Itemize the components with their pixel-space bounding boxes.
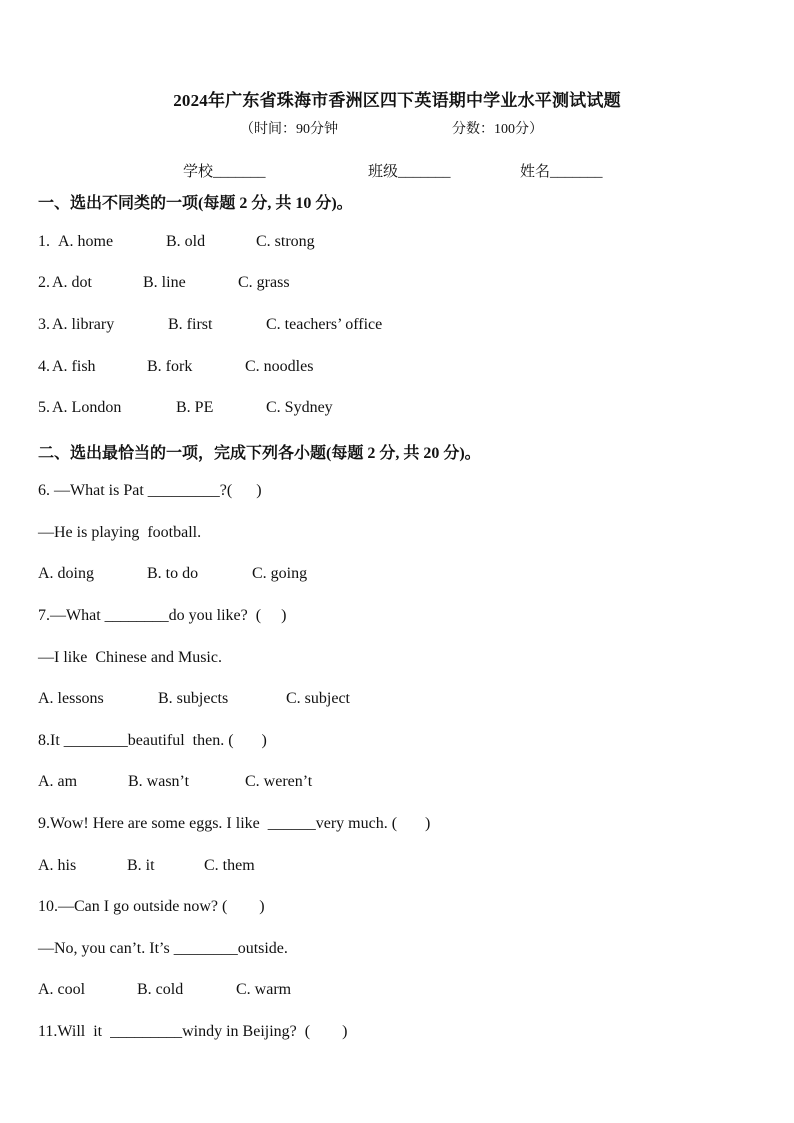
question-6-answer: —He is playing football. <box>38 524 202 541</box>
name-field: 姓名_______ <box>520 164 603 180</box>
option-c: C. subject <box>286 690 350 707</box>
question-11-stem: 11.Will it _________windy in Beijing? ( ) <box>38 1023 348 1040</box>
option-b: B. to do <box>147 565 199 582</box>
question-7-answer: —I like Chinese and Music. <box>38 649 222 666</box>
question-number: 2. <box>38 274 50 291</box>
option-c: C. teachers’ office <box>266 316 383 333</box>
option-b: B. cold <box>137 981 184 998</box>
question-number: 4. <box>38 358 50 375</box>
option-a: A. fish <box>52 358 96 375</box>
section-2-title: 二、选出最恰当的一项，完成下列各小题(每题 2 分, 共 20 分)。 <box>38 445 481 462</box>
option-a: A. cool <box>38 981 86 998</box>
class-field: 班级_______ <box>368 164 451 180</box>
question-number: 1. <box>38 233 54 250</box>
question-9-stem: 9.Wow! Here are some eggs. I like ______very much. ( ) <box>38 815 431 832</box>
option-c: C. strong <box>256 233 315 250</box>
question-7-stem: 7.—What ________do you like? ( ) <box>38 607 287 624</box>
option-a: A. am <box>38 773 78 790</box>
option-c: C. them <box>204 857 255 874</box>
option-c: C. going <box>252 565 308 582</box>
question-number: 5. <box>38 399 50 416</box>
option-c: C. noodles <box>245 358 314 375</box>
option-a: A. home <box>58 233 114 250</box>
option-c: C. Sydney <box>266 399 333 416</box>
question-10-answer: —No, you can’t. It’s ________outside. <box>38 940 288 957</box>
section-1-title: 一、选出不同类的一项(每题 2 分, 共 10 分)。 <box>38 195 353 212</box>
question-number: 3. <box>38 316 50 333</box>
option-b: B. it <box>127 857 155 874</box>
option-b: B. PE <box>176 399 214 416</box>
option-b: B. wasn’t <box>128 773 190 790</box>
exam-time: （时间：90分钟 <box>240 122 338 137</box>
exam-score: 分数：100分） <box>452 122 543 137</box>
question-6-stem: 6. —What is Pat _________?( ) <box>38 482 262 499</box>
question-10-stem: 10.—Can I go outside now? ( ) <box>38 898 265 915</box>
option-a: A. library <box>52 316 115 333</box>
option-a: A. doing <box>38 565 94 582</box>
option-a: A. his <box>38 857 77 874</box>
option-b: B. first <box>168 316 213 333</box>
option-c: C. warm <box>236 981 292 998</box>
school-field: 学校_______ <box>183 164 266 180</box>
option-a: A. London <box>52 399 122 416</box>
option-b: B. old <box>166 233 206 250</box>
page-title: 2024年广东省珠海市香洲区四下英语期中学业水平测试试题 <box>173 91 621 110</box>
option-a: A. dot <box>52 274 92 291</box>
option-b: B. subjects <box>158 690 229 707</box>
question-8-stem: 8.It ________beautiful then. ( ) <box>38 732 267 749</box>
option-c: C. grass <box>238 274 290 291</box>
option-b: B. fork <box>147 358 193 375</box>
option-a: A. lessons <box>38 690 104 707</box>
option-c: C. weren’t <box>245 773 313 790</box>
option-b: B. line <box>143 274 186 291</box>
